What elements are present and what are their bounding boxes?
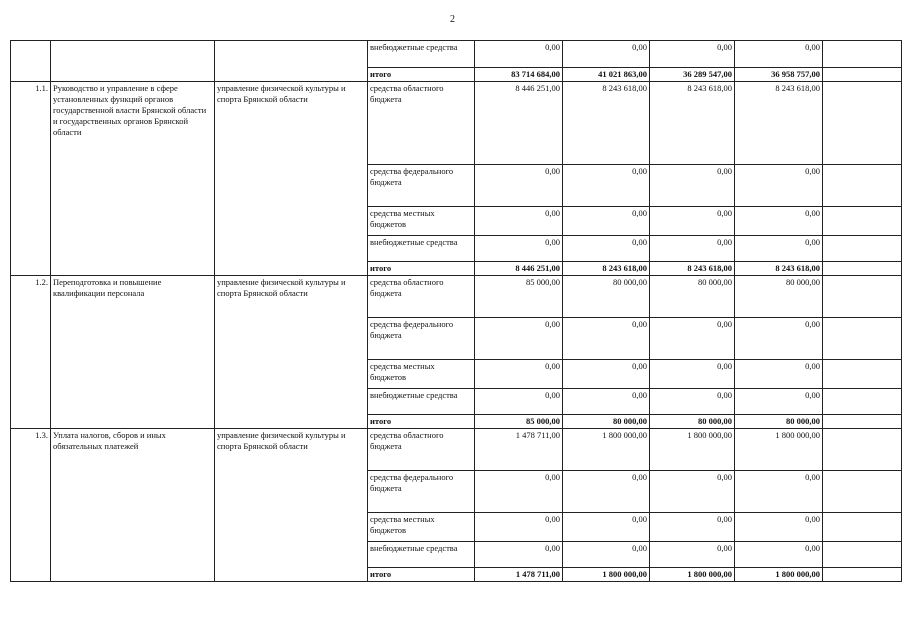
funding-source: итого bbox=[368, 68, 475, 82]
funding-source: средства местных бюджетов bbox=[368, 513, 475, 542]
amount-cell: 0,00 bbox=[475, 513, 563, 542]
amount-cell: 0,00 bbox=[735, 318, 823, 360]
amount-cell: 80 000,00 bbox=[735, 415, 823, 429]
amount-cell: 0,00 bbox=[563, 542, 650, 568]
amount-cell: 80 000,00 bbox=[650, 276, 735, 318]
empty-cell bbox=[823, 276, 902, 318]
amount-cell: 0,00 bbox=[563, 360, 650, 389]
funding-source: итого bbox=[368, 568, 475, 582]
amount-cell: 1 800 000,00 bbox=[650, 568, 735, 582]
empty-cell bbox=[823, 82, 902, 165]
empty-cell bbox=[823, 415, 902, 429]
amount-cell: 0,00 bbox=[650, 471, 735, 513]
amount-cell: 0,00 bbox=[650, 318, 735, 360]
amount-cell: 0,00 bbox=[563, 318, 650, 360]
amount-cell: 1 478 711,00 bbox=[475, 429, 563, 471]
amount-cell: 0,00 bbox=[735, 389, 823, 415]
table-row bbox=[11, 429, 902, 471]
amount-cell: 0,00 bbox=[735, 513, 823, 542]
item-number-cell bbox=[11, 41, 51, 82]
amount-cell: 0,00 bbox=[650, 360, 735, 389]
funding-source: внебюджетные средства bbox=[368, 41, 475, 68]
amount-cell: 0,00 bbox=[735, 41, 823, 68]
empty-cell bbox=[823, 429, 902, 471]
page-number: 2 bbox=[450, 14, 455, 25]
funding-source: средства федерального бюджета bbox=[368, 318, 475, 360]
amount-cell: 1 800 000,00 bbox=[735, 429, 823, 471]
empty-cell bbox=[823, 236, 902, 262]
amount-cell: 0,00 bbox=[563, 389, 650, 415]
amount-cell: 8 446 251,00 bbox=[475, 82, 563, 165]
empty-cell bbox=[823, 471, 902, 513]
amount-cell: 1 800 000,00 bbox=[563, 568, 650, 582]
amount-cell: 0,00 bbox=[735, 165, 823, 207]
amount-cell: 8 243 618,00 bbox=[563, 82, 650, 165]
amount-cell: 0,00 bbox=[650, 207, 735, 236]
amount-cell: 0,00 bbox=[735, 542, 823, 568]
amount-cell: 0,00 bbox=[650, 165, 735, 207]
amount-cell: 1 800 000,00 bbox=[650, 429, 735, 471]
amount-cell: 0,00 bbox=[563, 165, 650, 207]
funding-source: средства областного бюджета bbox=[368, 429, 475, 471]
amount-cell: 8 243 618,00 bbox=[563, 262, 650, 276]
amount-cell: 0,00 bbox=[650, 542, 735, 568]
empty-cell bbox=[823, 207, 902, 236]
amount-cell: 0,00 bbox=[563, 513, 650, 542]
amount-cell: 0,00 bbox=[563, 41, 650, 68]
amount-cell: 0,00 bbox=[475, 41, 563, 68]
amount-cell: 80 000,00 bbox=[650, 415, 735, 429]
amount-cell: 0,00 bbox=[475, 207, 563, 236]
item-number: 1.1. bbox=[11, 82, 51, 276]
amount-cell: 41 021 863,00 bbox=[563, 68, 650, 82]
item-executor: управление физической культуры и спорта Брянской области bbox=[215, 276, 368, 429]
amount-cell: 0,00 bbox=[475, 165, 563, 207]
table-row bbox=[11, 82, 902, 165]
empty-cell bbox=[823, 165, 902, 207]
item-number: 1.2. bbox=[11, 276, 51, 429]
funding-source: внебюджетные средства bbox=[368, 236, 475, 262]
table-row bbox=[11, 276, 902, 318]
amount-cell: 0,00 bbox=[475, 389, 563, 415]
amount-cell: 1 800 000,00 bbox=[735, 568, 823, 582]
funding-source: средства федерального бюджета bbox=[368, 165, 475, 207]
empty-cell bbox=[823, 360, 902, 389]
funding-source: средства федерального бюджета bbox=[368, 471, 475, 513]
amount-cell: 0,00 bbox=[650, 41, 735, 68]
empty-cell bbox=[823, 389, 902, 415]
amount-cell: 0,00 bbox=[475, 471, 563, 513]
item-number: 1.3. bbox=[11, 429, 51, 582]
amount-cell: 36 289 547,00 bbox=[650, 68, 735, 82]
amount-cell: 0,00 bbox=[563, 207, 650, 236]
item-executor: управление физической культуры и спорта Брянской области bbox=[215, 82, 368, 276]
amount-cell: 36 958 757,00 bbox=[735, 68, 823, 82]
funding-source: внебюджетные средства bbox=[368, 542, 475, 568]
item-name-cell bbox=[51, 41, 215, 82]
empty-cell bbox=[823, 262, 902, 276]
empty-cell bbox=[823, 41, 902, 68]
amount-cell: 0,00 bbox=[475, 360, 563, 389]
table-row bbox=[11, 41, 902, 68]
amount-cell: 8 243 618,00 bbox=[735, 82, 823, 165]
amount-cell: 83 714 684,00 bbox=[475, 68, 563, 82]
empty-cell bbox=[823, 542, 902, 568]
amount-cell: 0,00 bbox=[735, 471, 823, 513]
amount-cell: 0,00 bbox=[475, 236, 563, 262]
funding-source: средства местных бюджетов bbox=[368, 207, 475, 236]
empty-cell bbox=[823, 318, 902, 360]
amount-cell: 0,00 bbox=[563, 471, 650, 513]
funding-source: итого bbox=[368, 262, 475, 276]
amount-cell: 0,00 bbox=[475, 318, 563, 360]
empty-cell bbox=[823, 568, 902, 582]
amount-cell: 80 000,00 bbox=[735, 276, 823, 318]
amount-cell: 1 800 000,00 bbox=[563, 429, 650, 471]
item-name: Руководство и управление в сфере установленных функций органов государственной власти Брянской области и государственных органов Брянской области bbox=[51, 82, 215, 276]
funding-source: средства местных бюджетов bbox=[368, 360, 475, 389]
amount-cell: 1 478 711,00 bbox=[475, 568, 563, 582]
funding-source: внебюджетные средства bbox=[368, 389, 475, 415]
amount-cell: 0,00 bbox=[735, 360, 823, 389]
amount-cell: 0,00 bbox=[735, 236, 823, 262]
amount-cell: 0,00 bbox=[650, 236, 735, 262]
amount-cell: 0,00 bbox=[475, 542, 563, 568]
amount-cell: 8 243 618,00 bbox=[735, 262, 823, 276]
amount-cell: 80 000,00 bbox=[563, 276, 650, 318]
amount-cell: 85 000,00 bbox=[475, 276, 563, 318]
amount-cell: 80 000,00 bbox=[563, 415, 650, 429]
executor-cell bbox=[215, 41, 368, 82]
amount-cell: 8 446 251,00 bbox=[475, 262, 563, 276]
funding-source: итого bbox=[368, 415, 475, 429]
funding-source: средства областного бюджета bbox=[368, 82, 475, 165]
empty-cell bbox=[823, 68, 902, 82]
amount-cell: 8 243 618,00 bbox=[650, 82, 735, 165]
amount-cell: 0,00 bbox=[735, 207, 823, 236]
amount-cell: 8 243 618,00 bbox=[650, 262, 735, 276]
amount-cell: 0,00 bbox=[650, 513, 735, 542]
empty-cell bbox=[823, 513, 902, 542]
amount-cell: 0,00 bbox=[563, 236, 650, 262]
funding-source: средства областного бюджета bbox=[368, 276, 475, 318]
item-name: Переподготовка и повышение квалификации персонала bbox=[51, 276, 215, 429]
amount-cell: 0,00 bbox=[650, 389, 735, 415]
budget-table bbox=[10, 40, 902, 582]
amount-cell: 85 000,00 bbox=[475, 415, 563, 429]
item-name: Уплата налогов, сборов и иных обязательных платежей bbox=[51, 429, 215, 582]
item-executor: управление физической культуры и спорта Брянской области bbox=[215, 429, 368, 582]
